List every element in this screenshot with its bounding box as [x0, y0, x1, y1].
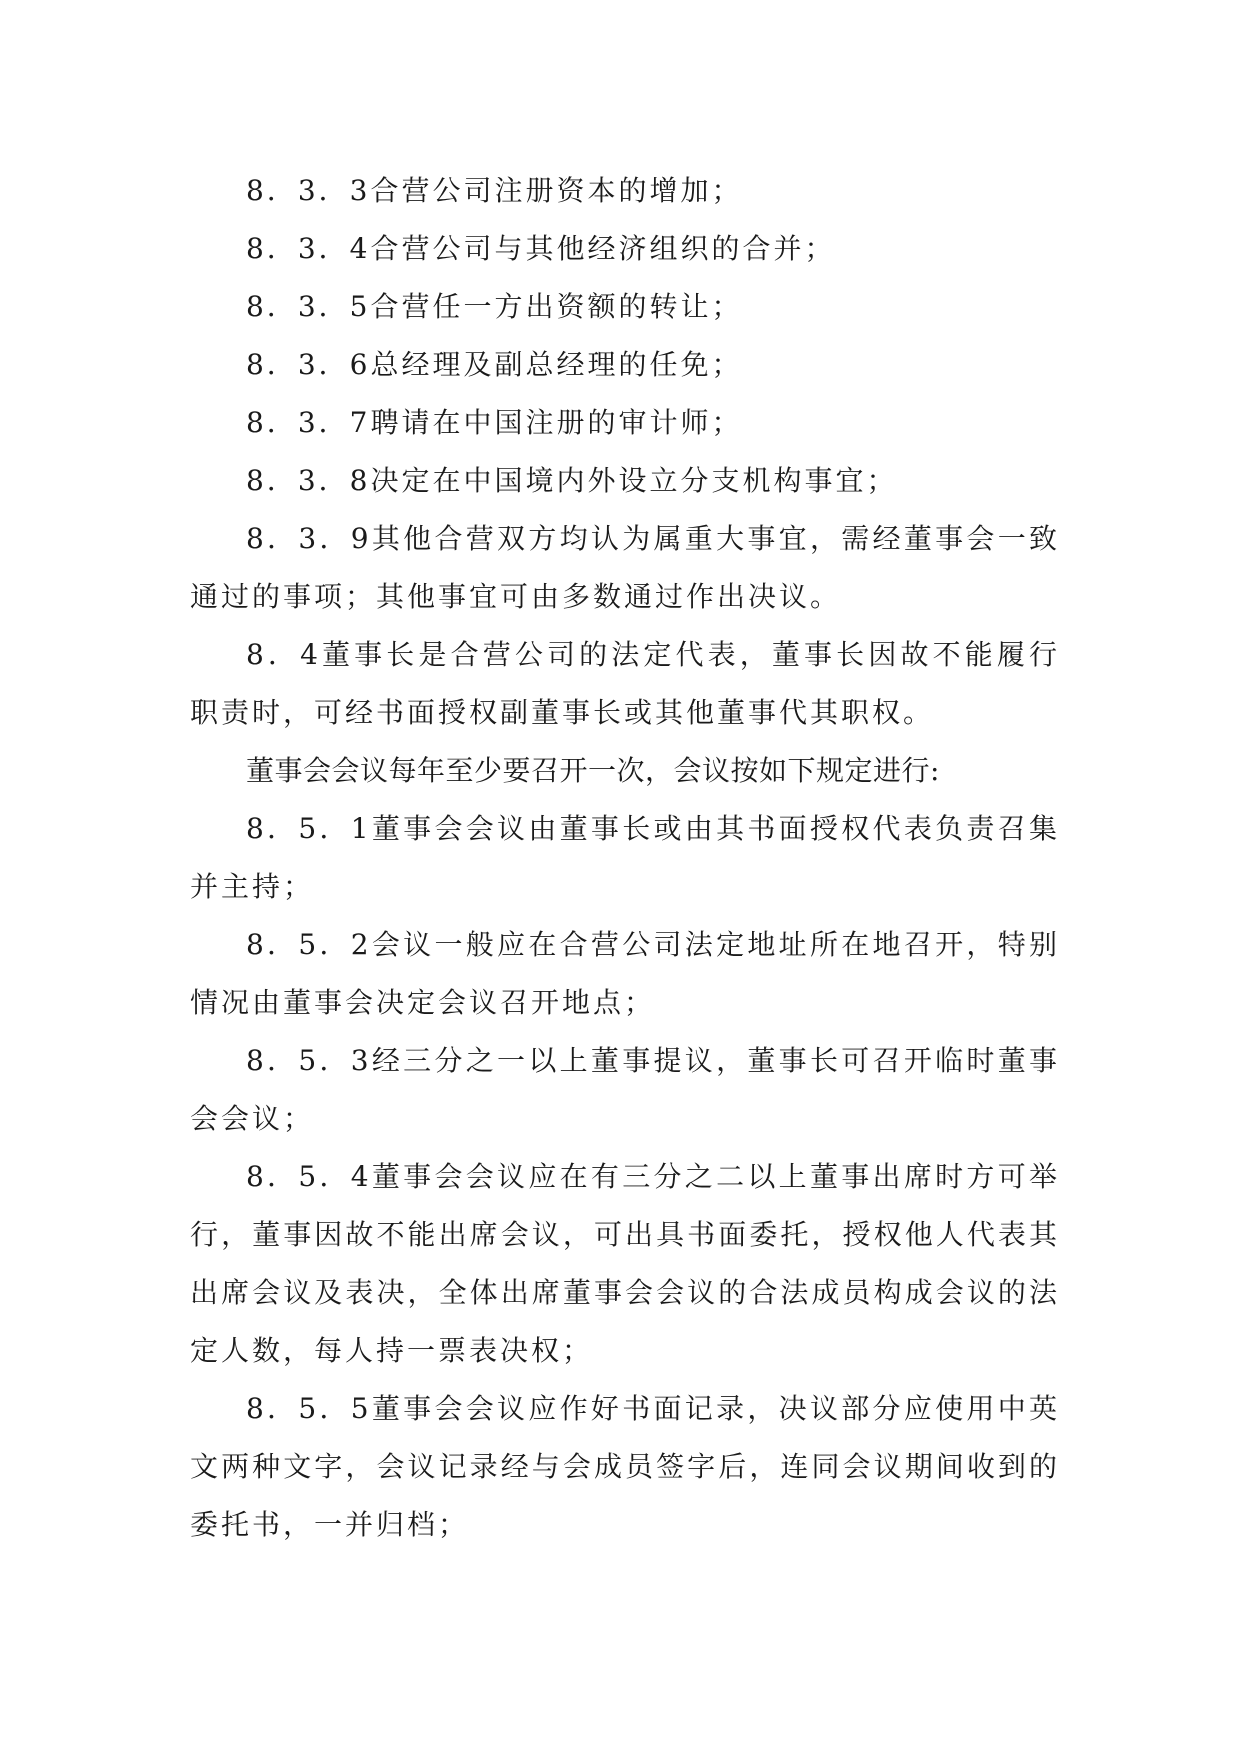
clause-8-5-3: 8．5．3经三分之一以上董事提议，董事长可召开临时董事会会议； [190, 1044, 1060, 1135]
clause-8-3-3: 8．3．3合营公司注册资本的增加； [246, 174, 743, 207]
document-body [190, 162, 1060, 1554]
clause-8-4: 8．4董事长是合营公司的法定代表，董事长因故不能履行职责时，可经书面授权副董事长或其他董事代其职权。 [190, 638, 1060, 729]
clause-8-3-6: 8．3．6总经理及副总经理的任免； [246, 348, 743, 381]
clause-8-3-4: 8．3．4合营公司与其他经济组织的合并； [246, 232, 836, 265]
clause-8-3-7: 8．3．7聘请在中国注册的审计师； [246, 406, 743, 439]
clause-8-5-5: 8．5．5董事会会议应作好书面记录，决议部分应使用中英文两种文字，会议记录经与会成员签字后，连同会议期间收到的委托书，一并归档； [190, 1392, 1060, 1541]
clause-8-5-2: 8．5．2会议一般应在合营公司法定地址所在地召开，特别情况由董事会决定会议召开地点； [190, 928, 1060, 1019]
clause-8-3-9: 8．3．9其他合营双方均认为属重大事宜，需经董事会一致通过的事项；其他事宜可由多数通过作出决议。 [190, 522, 1060, 613]
clause-8-5-1: 8．5．1董事会会议由董事长或由其书面授权代表负责召集并主持； [190, 812, 1060, 903]
clause-8-3-5: 8．3．5合营任一方出资额的转让； [246, 290, 743, 323]
clause-8-5-4: 8．5．4董事会会议应在有三分之二以上董事出席时方可举行，董事因故不能出席会议，可出具书面委托，授权他人代表其出席会议及表决，全体出席董事会会议的合法成员构成会议的法定人数，每人持一票表决权； [190, 1160, 1060, 1367]
clause-8-3-8: 8．3．8决定在中国境内外设立分支机构事宜； [246, 464, 898, 497]
board-meeting-intro: 董事会会议每年至少要召开一次，会议按如下规定进行: [246, 754, 940, 787]
